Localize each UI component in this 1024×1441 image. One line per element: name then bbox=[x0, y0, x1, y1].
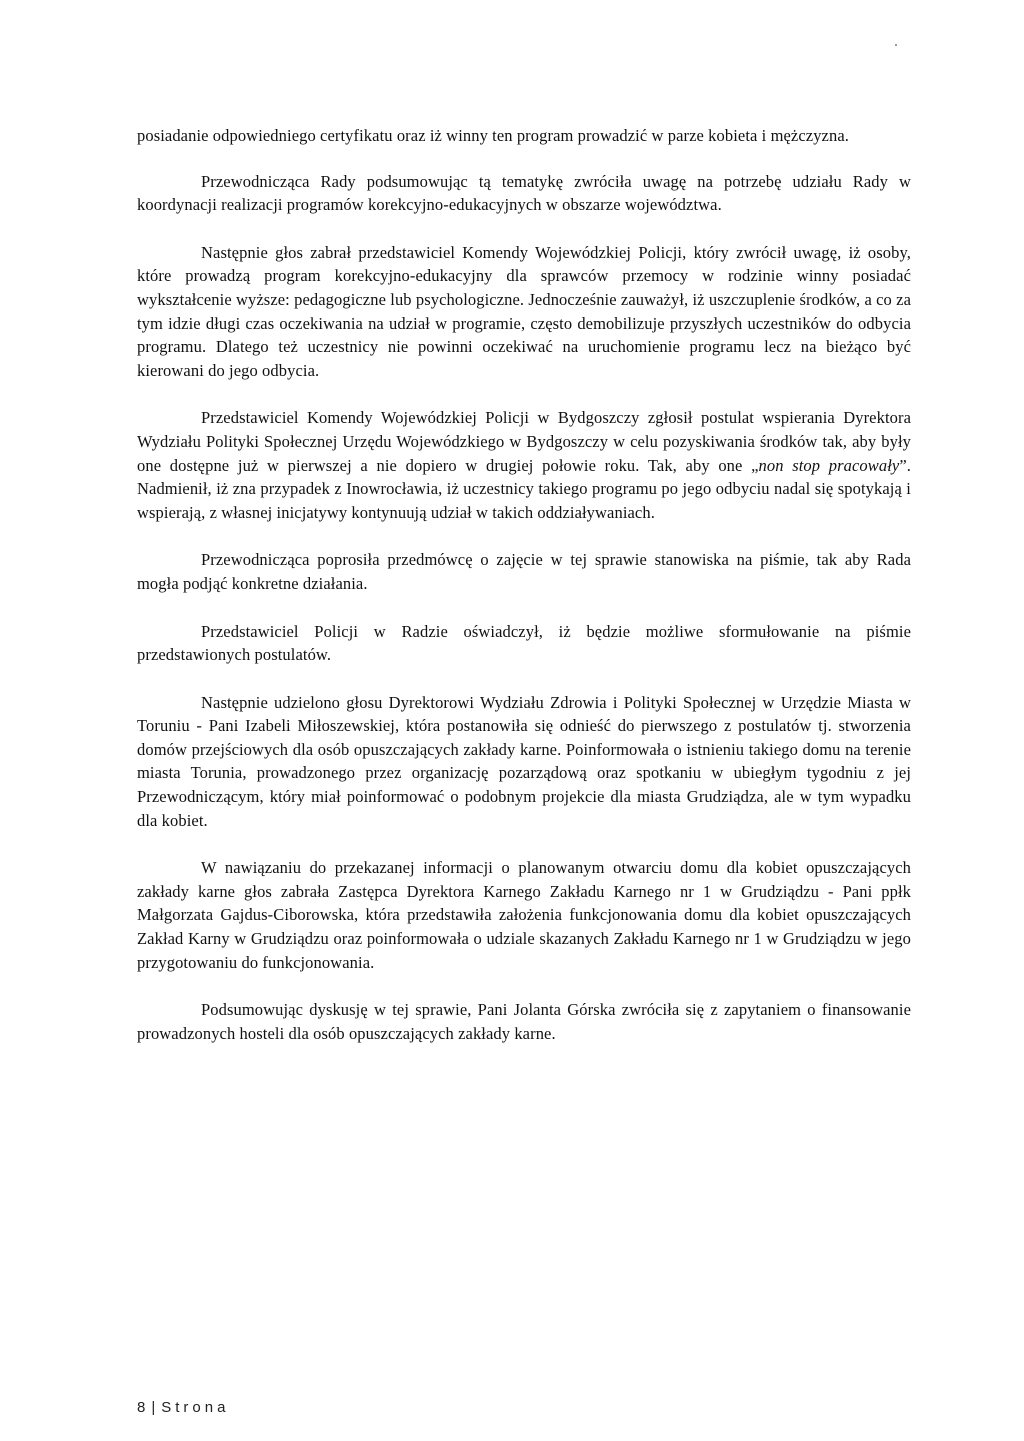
paragraph-police-statement: Przedstawiciel Policji w Radzie oświadczył, iż będzie możliwe sformułowanie na piśmie przedstawionych postulatów. bbox=[137, 621, 911, 665]
page-label: Strona bbox=[161, 1399, 230, 1416]
page-number: 8 bbox=[137, 1399, 150, 1416]
paragraph-chair-request: Przewodnicząca poprosiła przedmówcę o zajęcie w tej sprawie stanowiska na piśmie, tak aby Rada mogła podjąć konkretne działania. bbox=[137, 550, 911, 593]
footer-separator: | bbox=[151, 1399, 160, 1416]
paragraph-police-bydgoszcz-postulate bbox=[137, 406, 911, 524]
document-body bbox=[137, 124, 911, 1069]
paragraph-text-part: ”. Nadmienił, iż zna przypadek z Inowrocławia, iż uczestnicy takiego programu po jego odbyciu nadal się spotykają i wspierają, z własnej inicjatywy kontynuują udział w takich oddziaływaniach. bbox=[137, 455, 911, 522]
quoted-italic-phrase: non stop pracowały bbox=[758, 455, 900, 475]
paragraph-text-part: Przedstawiciel Komendy Wojewódzkiej Policji w Bydgoszczy zgłosił postulat wspierania Dyrektora Wydziału Polityki Społecznej Urzędu Wojewódzkiego w Bydgoszczy w celu pozyskiwania środków tak, aby były one dostępne już w pierwszej a nie dopiero w drugiej połowie roku. Tak, aby one „ bbox=[137, 408, 911, 475]
paragraph-police-education-requirement: Następnie głos zabrał przedstawiciel Komendy Wojewódzkiej Policji, który zwrócił uwagę, iż osoby, które prowadzą program korekcyjno-edukacyjny dla sprawców przemocy w rodzinie winny posiadać wykształcenie wyższe: pedagogiczne lub psychologiczne. Jednocześnie zauważył, iż uszczuplenie środków, a co za tym idzie długi czas oczekiwania na udział w programie, często demobilizuje przyszłych uczestników do odbycia programu. Dlatego też uczestnicy nie powinni oczekiwać na uruchomienie programu lecz na bieżąco być kierowani do jego odbycia. bbox=[137, 242, 911, 380]
page-footer bbox=[137, 1399, 229, 1416]
paragraph-summary-question: Podsumowując dyskusję w tej sprawie, Pani Jolanta Górska zwróciła się z zapytaniem o finansowanie prowadzonych hosteli dla osób opuszczających zakłady karne. bbox=[137, 1000, 911, 1043]
paragraph-council-coordination: Przewodnicząca Rady podsumowując tą tematykę zwróciła uwagę na potrzebę udziału Rady w koordynacji realizacji programów korekcyjno-edukacyjnych w obszarze województwa. bbox=[137, 171, 911, 215]
paragraph-continuation: posiadanie odpowiedniego certyfikatu oraz iż winny ten program prowadzić w parze kobieta i mężczyzna. bbox=[137, 126, 849, 145]
paragraph-grudziadz-prison: W nawiązaniu do przekazanej informacji o planowanym otwarciu domu dla kobiet opuszczających zakłady karne głos zabrała Zastępca Dyrektora Karnego Zakładu Karnego nr 1 w Grudziądzu - Pani ppłk Małgorzata Gajdus-Ciborowska, która przedstawiła założenia funkcjonowania domu dla kobiet opuszczających Zakład Karny w Grudziądzu oraz poinformowała o udziale skazanych Zakładu Karnego nr 1 w Grudziądzu w jego przygotowaniu do funkcjonowania. bbox=[137, 858, 911, 972]
scan-artifact-dot bbox=[895, 44, 897, 46]
paragraph-torun-director: Następnie udzielono głosu Dyrektorowi Wydziału Zdrowia i Polityki Społecznej w Urzędzie Miasta w Toruniu - Pani Izabeli Miłoszewskiej, która postanowiła się odnieść do pierwszego z postulatów tj. stworzenia domów przejściowych dla osób opuszczających zakłady karne. Poinformowała o istnieniu takiego domu na terenie miasta Torunia, prowadzonego przez organizację pozarządową oraz spotkaniu w ubiegłym tygodniu z jej Przewodniczącym, który miał poinformować o podobnym projekcie dla miasta Grudziądza, ale w tym wypadku dla kobiet. bbox=[137, 692, 911, 830]
